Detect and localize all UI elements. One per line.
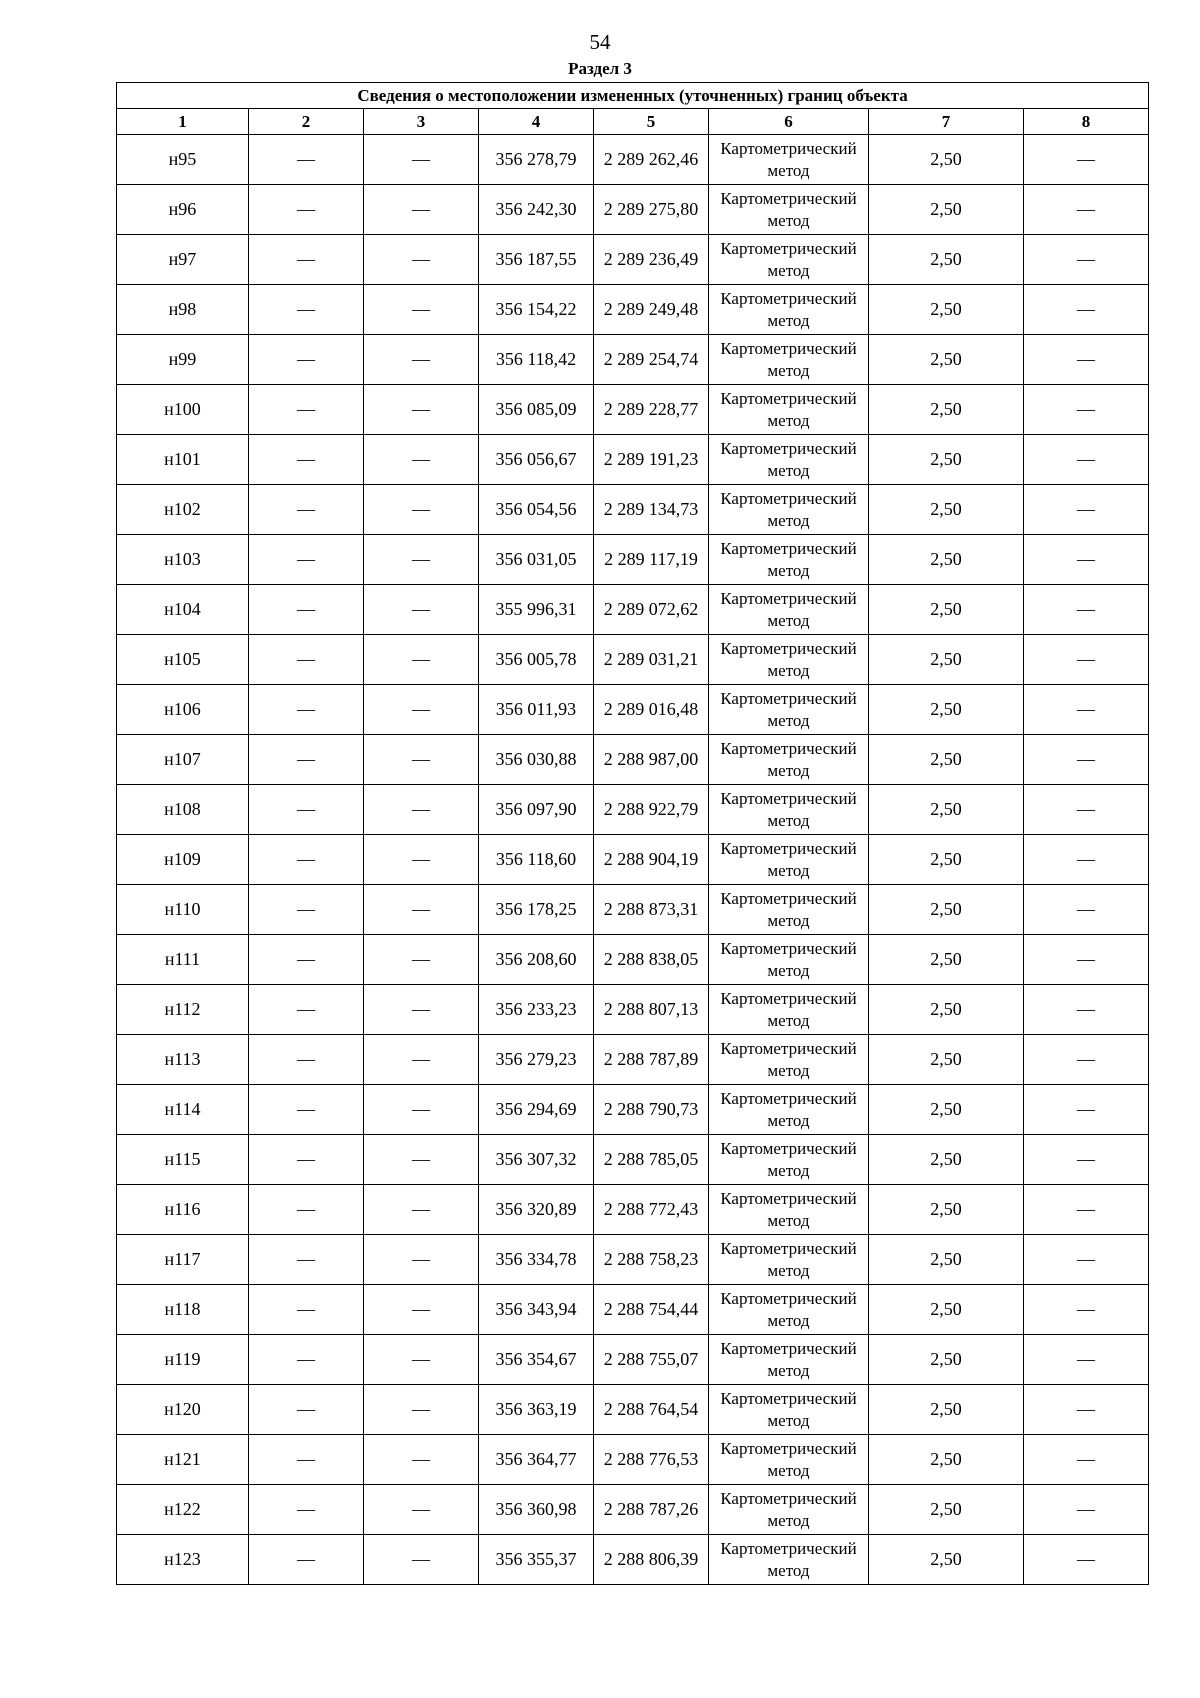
column-header-5: 5 [594, 109, 709, 135]
cell-coord-x: 356 005,78 [479, 635, 594, 685]
cell-point-id: н111 [117, 935, 249, 985]
cell-method: Картометрический метод [709, 1285, 869, 1335]
table-row [117, 935, 1149, 985]
cell-method: Картометрический метод [709, 1085, 869, 1135]
cell-col-2: — [249, 185, 364, 235]
cell-coord-y: 2 289 236,49 [594, 235, 709, 285]
table-row [117, 1385, 1149, 1435]
cell-col-3: — [364, 585, 479, 635]
cell-point-id: н117 [117, 1235, 249, 1285]
cell-precision: 2,50 [869, 535, 1024, 585]
cell-point-id: н119 [117, 1335, 249, 1385]
cell-method: Картометрический метод [709, 685, 869, 735]
cell-precision: 2,50 [869, 285, 1024, 335]
cell-precision: 2,50 [869, 185, 1024, 235]
cell-point-id: н97 [117, 235, 249, 285]
table-row [117, 1035, 1149, 1085]
cell-col-8: — [1024, 1135, 1149, 1185]
cell-col-3: — [364, 1085, 479, 1135]
table-row [117, 485, 1149, 535]
cell-precision: 2,50 [869, 1385, 1024, 1435]
table-row [117, 185, 1149, 235]
cell-method: Картометрический метод [709, 1385, 869, 1435]
cell-coord-x: 356 118,60 [479, 835, 594, 885]
cell-method: Картометрический метод [709, 1335, 869, 1385]
cell-col-2: — [249, 835, 364, 885]
cell-col-8: — [1024, 585, 1149, 635]
table-row [117, 285, 1149, 335]
cell-col-3: — [364, 1285, 479, 1335]
column-header-3: 3 [364, 109, 479, 135]
cell-coord-x: 356 178,25 [479, 885, 594, 935]
cell-col-8: — [1024, 635, 1149, 685]
cell-col-3: — [364, 435, 479, 485]
cell-precision: 2,50 [869, 1535, 1024, 1585]
cell-col-3: — [364, 685, 479, 735]
cell-col-8: — [1024, 1535, 1149, 1585]
cell-col-2: — [249, 1335, 364, 1385]
cell-coord-x: 356 031,05 [479, 535, 594, 585]
cell-method: Картометрический метод [709, 1135, 869, 1185]
table-row [117, 735, 1149, 785]
cell-coord-x: 356 364,77 [479, 1435, 594, 1485]
table-row [117, 635, 1149, 685]
cell-col-3: — [364, 1135, 479, 1185]
cell-coord-y: 2 288 838,05 [594, 935, 709, 985]
table-row [117, 435, 1149, 485]
column-header-7: 7 [869, 109, 1024, 135]
cell-point-id: н109 [117, 835, 249, 885]
column-header-8: 8 [1024, 109, 1149, 135]
cell-point-id: н106 [117, 685, 249, 735]
cell-col-2: — [249, 685, 364, 735]
cell-precision: 2,50 [869, 1185, 1024, 1235]
cell-method: Картометрический метод [709, 1235, 869, 1285]
table-row [117, 535, 1149, 585]
cell-coord-y: 2 288 787,89 [594, 1035, 709, 1085]
table-row [117, 985, 1149, 1035]
cell-col-3: — [364, 1385, 479, 1435]
cell-coord-y: 2 288 754,44 [594, 1285, 709, 1335]
cell-col-2: — [249, 235, 364, 285]
cell-coord-y: 2 289 262,46 [594, 135, 709, 185]
table-row [117, 1235, 1149, 1285]
cell-point-id: н101 [117, 435, 249, 485]
cell-col-8: — [1024, 935, 1149, 985]
cell-point-id: н118 [117, 1285, 249, 1335]
cell-col-8: — [1024, 1035, 1149, 1085]
cell-precision: 2,50 [869, 685, 1024, 735]
cell-coord-y: 2 288 764,54 [594, 1385, 709, 1435]
cell-coord-x: 356 054,56 [479, 485, 594, 535]
table-row [117, 1335, 1149, 1385]
cell-precision: 2,50 [869, 235, 1024, 285]
cell-coord-x: 356 363,19 [479, 1385, 594, 1435]
cell-coord-x: 356 307,32 [479, 1135, 594, 1185]
cell-col-3: — [364, 535, 479, 585]
cell-col-8: — [1024, 785, 1149, 835]
cell-col-3: — [364, 485, 479, 535]
column-header-2: 2 [249, 109, 364, 135]
cell-coord-y: 2 289 134,73 [594, 485, 709, 535]
cell-coord-y: 2 288 772,43 [594, 1185, 709, 1235]
cell-coord-y: 2 289 254,74 [594, 335, 709, 385]
table-row [117, 335, 1149, 385]
cell-col-8: — [1024, 1085, 1149, 1135]
cell-method: Картометрический метод [709, 385, 869, 435]
cell-col-2: — [249, 1535, 364, 1585]
table-row [117, 135, 1149, 185]
table-row [117, 685, 1149, 735]
cell-col-3: — [364, 1235, 479, 1285]
cell-method: Картометрический метод [709, 885, 869, 935]
cell-point-id: н123 [117, 1535, 249, 1585]
cell-col-2: — [249, 1035, 364, 1085]
cell-method: Картометрический метод [709, 185, 869, 235]
table-row [117, 1285, 1149, 1335]
cell-col-8: — [1024, 285, 1149, 335]
cell-method: Картометрический метод [709, 535, 869, 585]
cell-precision: 2,50 [869, 585, 1024, 635]
cell-method: Картометрический метод [709, 935, 869, 985]
cell-col-8: — [1024, 1285, 1149, 1335]
page-number: 54 [589, 30, 611, 54]
cell-col-8: — [1024, 485, 1149, 535]
cell-coord-y: 2 288 806,39 [594, 1535, 709, 1585]
cell-precision: 2,50 [869, 385, 1024, 435]
cell-precision: 2,50 [869, 935, 1024, 985]
cell-precision: 2,50 [869, 485, 1024, 535]
cell-precision: 2,50 [869, 135, 1024, 185]
cell-col-2: — [249, 535, 364, 585]
cell-point-id: н102 [117, 485, 249, 535]
cell-col-3: — [364, 285, 479, 335]
cell-coord-x: 356 279,23 [479, 1035, 594, 1085]
cell-coord-y: 2 288 904,19 [594, 835, 709, 885]
cell-coord-x: 356 085,09 [479, 385, 594, 435]
cell-col-2: — [249, 785, 364, 835]
cell-method: Картометрический метод [709, 635, 869, 685]
cell-col-3: — [364, 385, 479, 435]
cell-col-2: — [249, 285, 364, 335]
cell-point-id: н114 [117, 1085, 249, 1135]
cell-point-id: н99 [117, 335, 249, 385]
cell-precision: 2,50 [869, 985, 1024, 1035]
cell-col-8: — [1024, 835, 1149, 885]
table-row [117, 785, 1149, 835]
cell-col-2: — [249, 1185, 364, 1235]
cell-precision: 2,50 [869, 785, 1024, 835]
cell-col-3: — [364, 1485, 479, 1535]
cell-coord-x: 356 334,78 [479, 1235, 594, 1285]
cell-method: Картометрический метод [709, 1435, 869, 1485]
cell-point-id: н121 [117, 1435, 249, 1485]
table-row [117, 585, 1149, 635]
cell-point-id: н100 [117, 385, 249, 435]
cell-precision: 2,50 [869, 1485, 1024, 1535]
cell-precision: 2,50 [869, 1285, 1024, 1335]
table-caption: Сведения о местоположении измененных (уточненных) границ объекта [117, 83, 1149, 109]
cell-precision: 2,50 [869, 835, 1024, 885]
cell-col-8: — [1024, 385, 1149, 435]
cell-col-2: — [249, 1485, 364, 1535]
cell-coord-x: 356 355,37 [479, 1535, 594, 1585]
table-row [117, 235, 1149, 285]
cell-col-8: — [1024, 1435, 1149, 1485]
cell-col-8: — [1024, 685, 1149, 735]
table-row [117, 1435, 1149, 1485]
cell-col-8: — [1024, 1385, 1149, 1435]
cell-col-8: — [1024, 185, 1149, 235]
cell-col-2: — [249, 985, 364, 1035]
cell-method: Картометрический метод [709, 1035, 869, 1085]
cell-point-id: н112 [117, 985, 249, 1035]
cell-col-3: — [364, 985, 479, 1035]
cell-precision: 2,50 [869, 1435, 1024, 1485]
cell-col-2: — [249, 1235, 364, 1285]
cell-col-2: — [249, 1435, 364, 1485]
cell-coord-y: 2 289 249,48 [594, 285, 709, 335]
cell-col-8: — [1024, 535, 1149, 585]
cell-coord-x: 356 187,55 [479, 235, 594, 285]
cell-coord-x: 356 354,67 [479, 1335, 594, 1385]
cell-coord-x: 356 343,94 [479, 1285, 594, 1335]
cell-col-2: — [249, 1135, 364, 1185]
cell-col-8: — [1024, 135, 1149, 185]
cell-coord-x: 356 118,42 [479, 335, 594, 385]
cell-coord-x: 356 154,22 [479, 285, 594, 335]
cell-col-2: — [249, 485, 364, 535]
cell-method: Картометрический метод [709, 735, 869, 785]
cell-method: Картометрический метод [709, 135, 869, 185]
cell-coord-y: 2 288 785,05 [594, 1135, 709, 1185]
cell-col-3: — [364, 935, 479, 985]
cell-precision: 2,50 [869, 335, 1024, 385]
table-row [117, 1135, 1149, 1185]
cell-col-2: — [249, 585, 364, 635]
cell-coord-y: 2 289 228,77 [594, 385, 709, 435]
cell-coord-x: 356 097,90 [479, 785, 594, 835]
cell-method: Картометрический метод [709, 1185, 869, 1235]
cell-col-2: — [249, 335, 364, 385]
cell-precision: 2,50 [869, 735, 1024, 785]
cell-coord-x: 356 233,23 [479, 985, 594, 1035]
cell-method: Картометрический метод [709, 835, 869, 885]
cell-coord-x: 356 242,30 [479, 185, 594, 235]
cell-coord-y: 2 289 275,80 [594, 185, 709, 235]
table-row [117, 1085, 1149, 1135]
cell-col-8: — [1024, 1235, 1149, 1285]
table-body [117, 135, 1149, 1585]
cell-col-3: — [364, 885, 479, 935]
cell-col-3: — [364, 635, 479, 685]
cell-col-8: — [1024, 335, 1149, 385]
cell-col-2: — [249, 735, 364, 785]
table-row [117, 385, 1149, 435]
cell-method: Картометрический метод [709, 485, 869, 535]
cell-point-id: н98 [117, 285, 249, 335]
cell-coord-y: 2 288 787,26 [594, 1485, 709, 1535]
cell-coord-x: 356 011,93 [479, 685, 594, 735]
cell-precision: 2,50 [869, 1135, 1024, 1185]
cell-coord-x: 355 996,31 [479, 585, 594, 635]
cell-coord-y: 2 288 922,79 [594, 785, 709, 835]
cell-col-3: — [364, 185, 479, 235]
cell-col-2: — [249, 135, 364, 185]
table-row [117, 1185, 1149, 1235]
cell-col-3: — [364, 785, 479, 835]
section-title: Раздел 3 [568, 59, 632, 78]
cell-col-8: — [1024, 985, 1149, 1035]
cell-col-2: — [249, 1085, 364, 1135]
cell-coord-y: 2 288 776,53 [594, 1435, 709, 1485]
cell-precision: 2,50 [869, 1035, 1024, 1085]
cell-coord-x: 356 208,60 [479, 935, 594, 985]
cell-col-2: — [249, 385, 364, 435]
cell-method: Картометрический метод [709, 585, 869, 635]
cell-method: Картометрический метод [709, 435, 869, 485]
cell-precision: 2,50 [869, 435, 1024, 485]
cell-point-id: н107 [117, 735, 249, 785]
cell-method: Картометрический метод [709, 285, 869, 335]
cell-method: Картометрический метод [709, 1485, 869, 1535]
table-row [117, 1535, 1149, 1585]
cell-col-2: — [249, 435, 364, 485]
cell-col-8: — [1024, 1485, 1149, 1535]
cell-coord-y: 2 288 873,31 [594, 885, 709, 935]
cell-col-2: — [249, 1285, 364, 1335]
cell-col-3: — [364, 235, 479, 285]
cell-precision: 2,50 [869, 1085, 1024, 1135]
cell-col-8: — [1024, 735, 1149, 785]
cell-coord-y: 2 289 072,62 [594, 585, 709, 635]
cell-col-2: — [249, 635, 364, 685]
cell-point-id: н115 [117, 1135, 249, 1185]
cell-precision: 2,50 [869, 885, 1024, 935]
cell-col-3: — [364, 1535, 479, 1585]
cell-col-8: — [1024, 1335, 1149, 1385]
cell-col-3: — [364, 135, 479, 185]
table-row [117, 1485, 1149, 1535]
cell-col-3: — [364, 1435, 479, 1485]
cell-coord-y: 2 289 191,23 [594, 435, 709, 485]
cell-col-8: — [1024, 885, 1149, 935]
cell-method: Картометрический метод [709, 335, 869, 385]
cell-col-8: — [1024, 435, 1149, 485]
cell-col-2: — [249, 1385, 364, 1435]
cell-precision: 2,50 [869, 1235, 1024, 1285]
cell-point-id: н120 [117, 1385, 249, 1435]
column-header-6: 6 [709, 109, 869, 135]
column-header-1: 1 [117, 109, 249, 135]
cell-coord-y: 2 288 807,13 [594, 985, 709, 1035]
cell-point-id: н108 [117, 785, 249, 835]
table-row [117, 835, 1149, 885]
cell-coord-y: 2 288 758,23 [594, 1235, 709, 1285]
cell-method: Картометрический метод [709, 235, 869, 285]
table-header-row [117, 109, 1149, 135]
cell-precision: 2,50 [869, 635, 1024, 685]
table-row [117, 885, 1149, 935]
cell-point-id: н110 [117, 885, 249, 935]
boundary-coordinates-table [116, 82, 1149, 1585]
cell-col-3: — [364, 1035, 479, 1085]
cell-coord-y: 2 289 016,48 [594, 685, 709, 735]
cell-point-id: н104 [117, 585, 249, 635]
cell-point-id: н96 [117, 185, 249, 235]
cell-col-2: — [249, 935, 364, 985]
cell-col-3: — [364, 1335, 479, 1385]
cell-precision: 2,50 [869, 1335, 1024, 1385]
cell-coord-y: 2 288 755,07 [594, 1335, 709, 1385]
cell-coord-x: 356 294,69 [479, 1085, 594, 1135]
cell-coord-x: 356 320,89 [479, 1185, 594, 1235]
cell-method: Картометрический метод [709, 985, 869, 1035]
cell-method: Картометрический метод [709, 1535, 869, 1585]
cell-point-id: н116 [117, 1185, 249, 1235]
cell-col-8: — [1024, 235, 1149, 285]
cell-col-3: — [364, 335, 479, 385]
cell-method: Картометрический метод [709, 785, 869, 835]
cell-col-2: — [249, 885, 364, 935]
cell-col-8: — [1024, 1185, 1149, 1235]
cell-col-3: — [364, 1185, 479, 1235]
cell-coord-y: 2 289 031,21 [594, 635, 709, 685]
cell-coord-y: 2 288 790,73 [594, 1085, 709, 1135]
cell-coord-x: 356 278,79 [479, 135, 594, 185]
cell-point-id: н95 [117, 135, 249, 185]
cell-col-3: — [364, 735, 479, 785]
cell-point-id: н122 [117, 1485, 249, 1535]
cell-coord-y: 2 289 117,19 [594, 535, 709, 585]
cell-coord-x: 356 360,98 [479, 1485, 594, 1535]
cell-coord-x: 356 056,67 [479, 435, 594, 485]
cell-point-id: н113 [117, 1035, 249, 1085]
cell-point-id: н103 [117, 535, 249, 585]
column-header-4: 4 [479, 109, 594, 135]
cell-col-3: — [364, 835, 479, 885]
cell-point-id: н105 [117, 635, 249, 685]
cell-coord-x: 356 030,88 [479, 735, 594, 785]
cell-coord-y: 2 288 987,00 [594, 735, 709, 785]
